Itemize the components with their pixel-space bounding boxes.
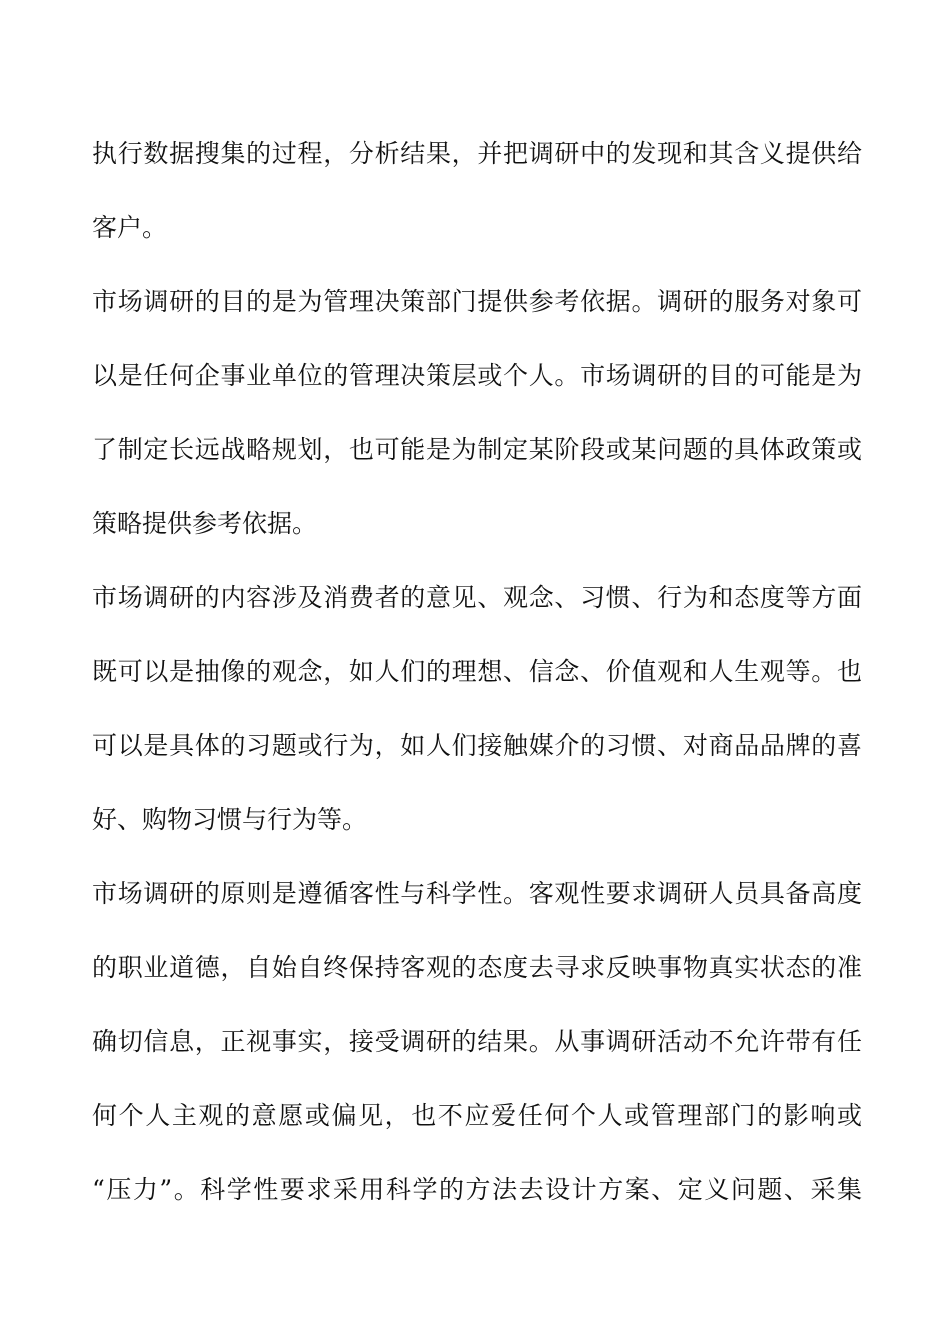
text-line: 何个人主观的意愿或偏见，也不应爱任何个人或管理部门的影响或 xyxy=(92,1101,862,1130)
text-line: 的职业道德，自始自终保持客观的态度去寻求反映事物真实状态的准 xyxy=(92,953,862,982)
text-line: 市场调研的原则是遵循客性与科学性。客观性要求调研人员具备高度 xyxy=(92,879,862,908)
text-line: 了制定长远战略规划，也可能是为制定某阶段或某问题的具体政策或 xyxy=(92,435,862,464)
text-line: 好、购物习惯与行为等。 xyxy=(92,805,368,834)
text-line: 既可以是抽像的观念，如人们的理想、信念、价值观和人生观等。也 xyxy=(92,657,862,686)
text-line: 可以是具体的习题或行为，如人们接触媒介的习惯、对商品品牌的喜 xyxy=(92,731,862,760)
text-line: 市场调研的目的是为管理决策部门提供参考依据。调研的服务对象可 xyxy=(92,287,862,316)
text-line: 执行数据搜集的过程，分析结果，并把调研中的发现和其含义提供给 xyxy=(92,139,862,168)
text-line: 确切信息，正视事实，接受调研的结果。从事调研活动不允许带有任 xyxy=(92,1027,862,1056)
text-line: 市场调研的内容涉及消费者的意见、观念、习惯、行为和态度等方面 xyxy=(92,583,862,612)
text-line: “压力”。科学性要求采用科学的方法去设计方案、定义问题、采集 xyxy=(92,1175,862,1204)
text-line: 客户。 xyxy=(92,213,168,242)
text-line: 以是任何企事业单位的管理决策层或个人。市场调研的目的可能是为 xyxy=(92,361,862,390)
document-body xyxy=(92,124,862,1234)
text-line: 策略提供参考依据。 xyxy=(92,509,318,538)
